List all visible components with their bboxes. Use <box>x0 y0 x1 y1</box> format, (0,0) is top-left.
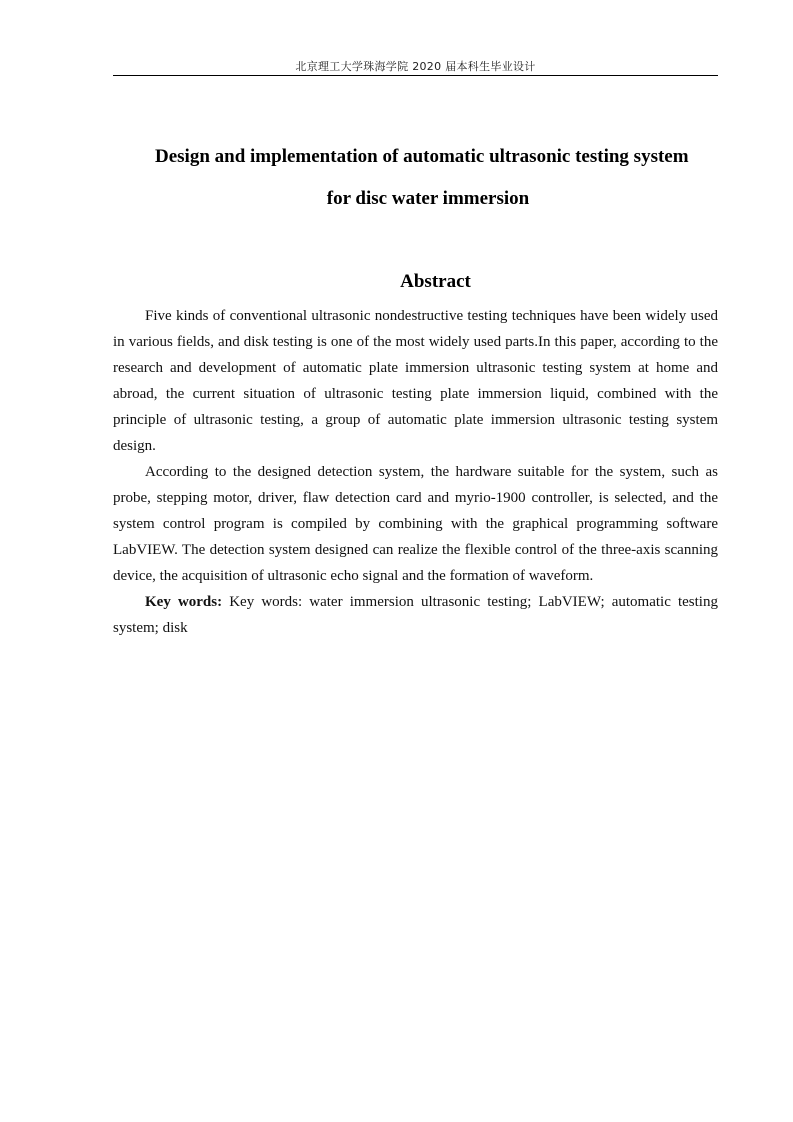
abstract-paragraph-1: Five kinds of conventional ultrasonic nondestructive testing techniques have been widely used in various fields, and disk testing is one of the most widely used parts.In this paper, according to the research and development of automatic plate immersion ultrasonic testing system at home and abroad, the current situation of ultrasonic testing plate immersion liquid, combined with the principle of ultrasonic testing, a group of automatic plate immersion ultrasonic testing system design. <box>113 308 718 454</box>
page-header: 北京理工大学珠海学院 2020 届本科生毕业设计 <box>295 60 536 73</box>
abstract-paragraph-2: According to the designed detection system, the hardware suitable for the system, such as probe, stepping motor, driver, flaw detection card and myrio-1900 controller, is selected, and the system control program is compiled by combining with the graphical programming software LabVIEW. The detection system designed can realize the flexible control of the three-axis scanning device, the acquisition of ultrasonic echo signal and the formation of waveform. <box>113 464 718 584</box>
abstract-body <box>113 303 718 641</box>
keywords-label: Key words: <box>145 594 223 610</box>
keywords-paragraph <box>113 589 718 641</box>
thesis-title-line-2: for disc water immersion <box>326 188 530 209</box>
abstract-heading: Abstract <box>400 271 471 292</box>
header-divider <box>113 75 718 76</box>
keywords-text: Key words: water immersion ultrasonic testing; LabVIEW; automatic testing system; disk <box>113 594 718 636</box>
thesis-title-line-1: Design and implementation of automatic ultrasonic testing system <box>155 146 689 167</box>
